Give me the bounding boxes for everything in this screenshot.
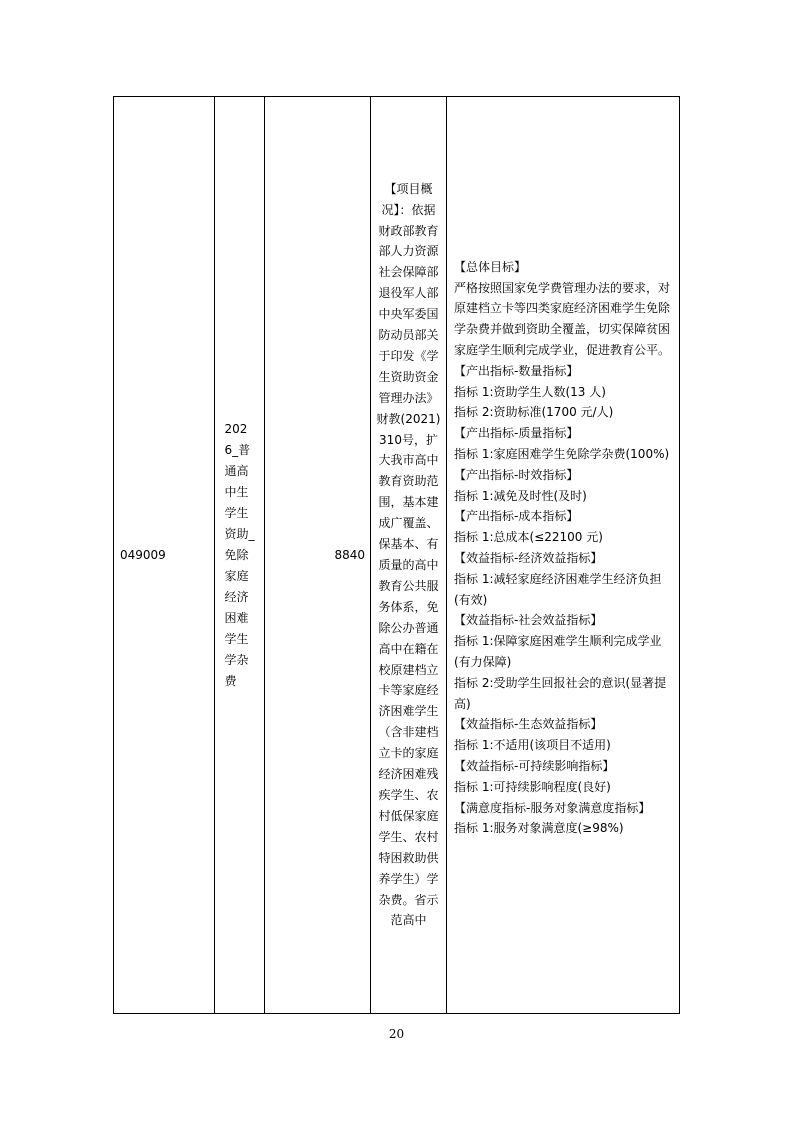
target-line: 【产出指标-成本指标】	[454, 509, 579, 524]
project-name: 2026_普通高中生学生资助_免除家庭经济困难学生学杂费	[224, 421, 255, 688]
target-line: 指标 1:服务对象满意度(≥98%)	[454, 821, 624, 836]
target-line: 严格按照国家免学费管理办法的要求，对原建档立卡等四类家庭经济困难学生免除学杂费并做到资助全覆盖，切实保障贫困家庭学生顺利完成学业，促进教育公平。	[454, 280, 671, 358]
target-line: 【满意度指标-服务对象满意度指标】	[454, 800, 651, 815]
amount-value: 8840	[334, 548, 365, 562]
amount-cell	[265, 97, 371, 1014]
target-line: 指标 1:减轻家庭经济困难学生经济负担(有效)	[454, 571, 662, 607]
target-line: 指标 1:不适用(该项目不适用)	[454, 738, 611, 753]
target-line: 指标 2:受助学生回报社会的意识(显著提高)	[454, 675, 667, 711]
target-line: 【产出指标-质量指标】	[454, 426, 579, 441]
target-line: 指标 1:总成本(≤22100 元)	[454, 530, 603, 545]
target-line: 【产出指标-时效指标】	[454, 467, 579, 482]
table-row	[114, 97, 680, 1014]
performance-targets	[447, 257, 679, 839]
overview-cell	[371, 97, 447, 1014]
target-line: 指标 1:减免及时性(及时)	[454, 488, 587, 503]
target-line: 指标 1:资助学生人数(13 人)	[454, 384, 606, 399]
target-line: 指标 2:资助标准(1700 元/人)	[454, 405, 614, 420]
target-line: 【效益指标-经济效益指标】	[454, 551, 603, 565]
target-line: 【总体目标】	[454, 259, 527, 274]
project-code-cell	[114, 97, 215, 1014]
target-line: 指标 1:家庭困难学生免除学杂费(100%)	[454, 447, 670, 462]
target-line: 指标 1:可持续影响程度(良好)	[454, 779, 611, 794]
project-code: 049009	[120, 548, 166, 562]
target-line: 指标 1:保障家庭困难学生顺利完成学业(有力保障)	[454, 634, 662, 669]
targets-cell	[447, 97, 680, 1014]
target-line: 【效益指标-生态效益指标】	[454, 717, 603, 732]
target-line: 【效益指标-社会效益指标】	[454, 613, 603, 628]
target-line: 【效益指标-可持续影响指标】	[454, 758, 615, 773]
budget-table	[113, 96, 680, 1014]
project-name-cell	[215, 97, 265, 1014]
project-overview: 【项目概况】：依据财政部教育部人力资源社会保障部退役军人部中央军委国防动员部关于印发《学生资助资金管理办法》财教(2021)310号，扩大我市高中教育资助范围，基本建成广覆盖、保基本、有质量的高中教育公共服务体系，免除公办普通高中在籍在校原建档立卡等家庭经济困难学生（含非建档立卡的家庭经济困难残疾学生、农村低保家庭学生、农村特困救助供养学生）学杂费。省示范高中	[376, 181, 441, 928]
page-number: 20	[388, 1027, 405, 1041]
target-line: 【产出指标-数量指标】	[454, 363, 579, 378]
